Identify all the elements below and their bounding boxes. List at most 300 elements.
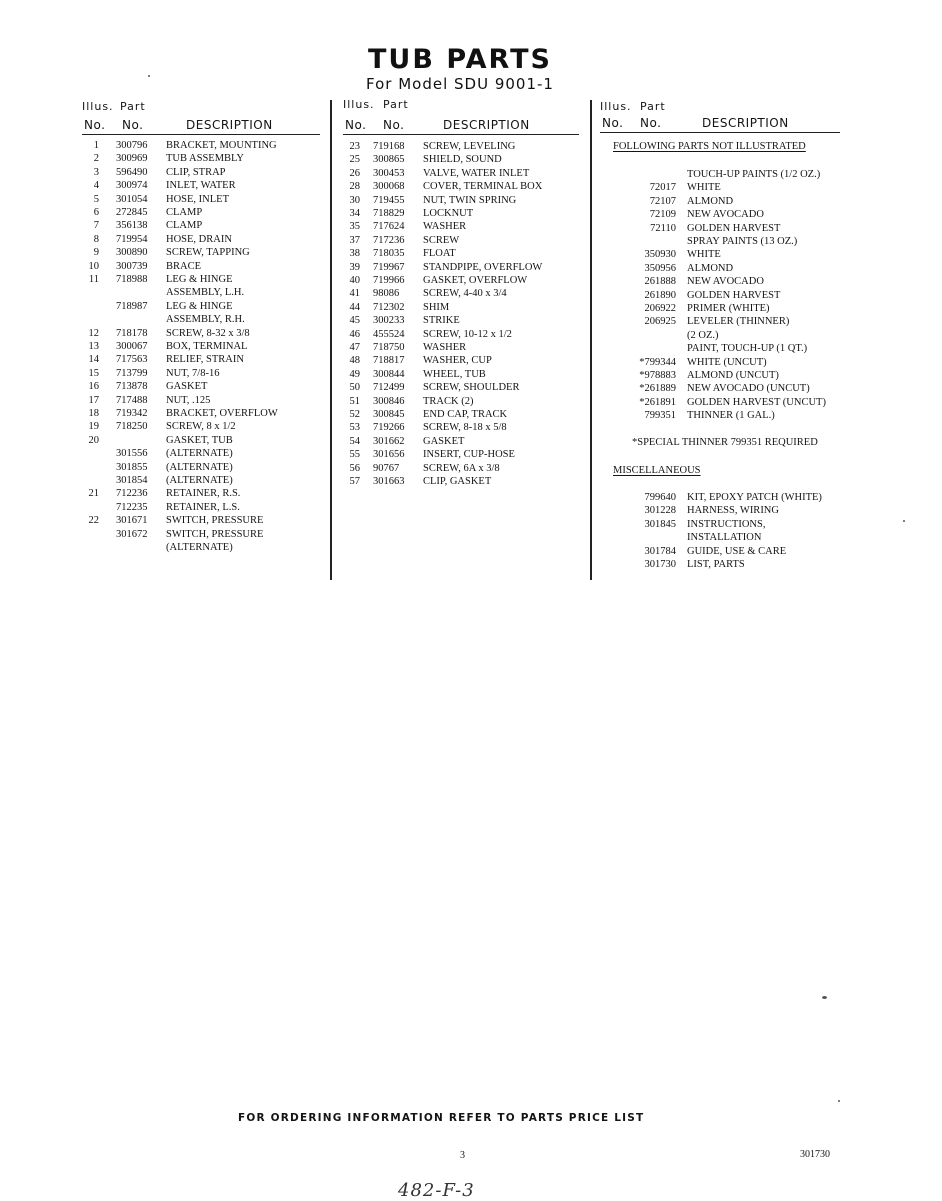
parts-row bbox=[343, 328, 593, 341]
part-label: Part bbox=[640, 100, 666, 113]
parts-row bbox=[600, 168, 850, 181]
part-description: SCREW, 4-40 x 3/4 bbox=[423, 288, 507, 300]
parts-row bbox=[343, 314, 593, 327]
ordering-notice: FOR ORDERING INFORMATION REFER TO PARTS PRICE LIST bbox=[238, 1112, 645, 1124]
part-number: 718035 bbox=[373, 248, 405, 260]
part-number: 301730 bbox=[644, 559, 676, 570]
illus-label: Illus. bbox=[82, 100, 114, 113]
parts-row bbox=[600, 289, 850, 302]
part-label: Part bbox=[383, 98, 409, 111]
part-number: 72109 bbox=[649, 209, 676, 221]
parts-row bbox=[600, 504, 850, 517]
parts-row bbox=[82, 219, 332, 232]
part-description: GOLDEN HARVEST bbox=[687, 289, 781, 301]
parts-row bbox=[82, 501, 332, 514]
part-description: (2 OZ.) bbox=[687, 329, 719, 341]
illus-number: 15 bbox=[88, 367, 99, 379]
part-description: LEG & HINGE bbox=[166, 300, 233, 312]
illus-number: 51 bbox=[349, 395, 360, 407]
part-number: 300974 bbox=[116, 180, 148, 192]
part-description: INSTRUCTIONS, bbox=[687, 518, 766, 530]
part-number: *261889 bbox=[639, 383, 676, 395]
illus-number: 44 bbox=[349, 301, 360, 313]
part-description: GASKET bbox=[423, 435, 465, 447]
part-number: 301662 bbox=[373, 435, 405, 447]
parts-row bbox=[600, 248, 850, 261]
illus-number: 35 bbox=[349, 221, 360, 233]
part-description: (ALTERNATE) bbox=[166, 542, 233, 553]
part-description: HOSE, INLET bbox=[166, 193, 229, 205]
illus-number: 14 bbox=[88, 354, 99, 366]
parts-row bbox=[600, 369, 850, 382]
parts-column-1 bbox=[82, 0, 322, 1200]
parts-row bbox=[82, 327, 332, 340]
part-number: 301228 bbox=[644, 505, 676, 517]
parts-row bbox=[600, 275, 850, 288]
parts-row bbox=[82, 528, 332, 541]
part-number: 301054 bbox=[116, 193, 148, 205]
part-description: NEW AVOCADO bbox=[687, 276, 764, 288]
column-divider bbox=[330, 100, 332, 580]
part-number: 717563 bbox=[116, 354, 148, 366]
part-description: GASKET bbox=[166, 381, 208, 393]
part-number: 72107 bbox=[649, 195, 676, 207]
part-description: SPRAY PAINTS (13 OZ.) bbox=[687, 236, 798, 247]
illus-number: 34 bbox=[349, 208, 360, 219]
part-description: HOSE, DRAIN bbox=[166, 233, 232, 245]
part-description: LIST, PARTS bbox=[687, 559, 745, 570]
parts-row bbox=[343, 287, 593, 300]
scan-speck bbox=[822, 996, 827, 999]
illus-number: 30 bbox=[349, 194, 360, 206]
part-description: WASHER bbox=[423, 221, 467, 233]
part-number: 455524 bbox=[373, 328, 405, 340]
parts-row bbox=[600, 195, 850, 208]
part-description: NUT, 7/8-16 bbox=[166, 367, 220, 379]
parts-row bbox=[343, 368, 593, 381]
part-description: PRIMER (WHITE) bbox=[687, 303, 770, 314]
part-number: 301784 bbox=[644, 545, 676, 557]
handwritten-annotation: 482-F-3 bbox=[398, 1180, 475, 1201]
part-description: NUT, TWIN SPRING bbox=[423, 194, 517, 206]
parts-row bbox=[82, 260, 332, 273]
part-number: 300844 bbox=[373, 368, 405, 380]
column-divider bbox=[590, 100, 592, 580]
part-description: THINNER (1 GAL.) bbox=[687, 410, 775, 422]
illus-number: 45 bbox=[349, 315, 360, 327]
part-description: COVER, TERMINAL BOX bbox=[423, 181, 543, 193]
illus-number: 17 bbox=[88, 394, 99, 406]
parts-row bbox=[343, 153, 593, 166]
part-number: 301663 bbox=[373, 476, 405, 487]
parts-row bbox=[82, 541, 332, 554]
parts-row bbox=[600, 356, 850, 369]
part-description: SWITCH, PRESSURE bbox=[166, 515, 264, 527]
part-description: NEW AVOCADO bbox=[687, 209, 764, 221]
part-number: 719168 bbox=[373, 141, 405, 152]
part-number: 301671 bbox=[116, 515, 148, 527]
part-description: GOLDEN HARVEST (UNCUT) bbox=[687, 396, 826, 408]
parts-row bbox=[600, 262, 850, 275]
parts-row bbox=[343, 381, 593, 394]
illus-number: 52 bbox=[349, 409, 360, 420]
part-number: 98086 bbox=[373, 288, 400, 300]
parts-row bbox=[600, 409, 850, 422]
part-number: 350930 bbox=[644, 249, 676, 261]
part-description: KIT, EPOXY PATCH (WHITE) bbox=[687, 492, 822, 503]
part-description: TRACK (2) bbox=[423, 395, 474, 407]
part-description: ASSEMBLY, L.H. bbox=[166, 287, 245, 299]
illus-number: 28 bbox=[349, 181, 360, 193]
illus-number: 5 bbox=[93, 193, 99, 205]
part-description: CLAMP bbox=[166, 220, 203, 232]
no-label: No. bbox=[383, 118, 405, 132]
part-number: 712499 bbox=[373, 382, 405, 394]
part-number: 90767 bbox=[373, 462, 400, 474]
parts-row bbox=[343, 341, 593, 354]
part-number: 719954 bbox=[116, 233, 148, 245]
parts-row bbox=[82, 286, 332, 299]
illus-number: 20 bbox=[88, 434, 99, 446]
part-description: SCREW, 6A x 3/8 bbox=[423, 462, 500, 474]
part-number: 300845 bbox=[373, 409, 405, 420]
parts-row bbox=[343, 247, 593, 260]
part-description: BOX, TERMINAL bbox=[166, 341, 248, 352]
parts-row bbox=[600, 315, 850, 328]
illus-number: 8 bbox=[93, 233, 99, 245]
illus-number: 50 bbox=[349, 382, 360, 394]
parts-row bbox=[82, 206, 332, 219]
part-description: ALMOND bbox=[687, 262, 734, 274]
parts-row bbox=[82, 273, 332, 286]
part-number: *799344 bbox=[639, 356, 676, 368]
part-description: BRACKET, MOUNTING bbox=[166, 140, 277, 151]
part-number: 718178 bbox=[116, 327, 148, 339]
parts-row bbox=[600, 396, 850, 409]
no-label: No. bbox=[640, 116, 662, 130]
part-description: TUB ASSEMBLY bbox=[166, 153, 245, 165]
part-number: 301855 bbox=[116, 461, 148, 473]
part-number: 717236 bbox=[373, 234, 405, 246]
part-description: SWITCH, PRESSURE bbox=[166, 528, 264, 540]
part-number: 300846 bbox=[373, 395, 405, 407]
part-description: RETAINER, R.S. bbox=[166, 488, 241, 500]
parts-row bbox=[600, 329, 850, 342]
part-description: SHIM bbox=[423, 301, 450, 313]
part-description: SCREW, 8 x 1/2 bbox=[166, 421, 236, 433]
illus-number: 57 bbox=[349, 476, 360, 487]
part-number: 300233 bbox=[373, 315, 405, 327]
parts-row bbox=[600, 558, 850, 571]
part-description: SCREW, LEVELING bbox=[423, 141, 516, 152]
parts-row bbox=[82, 246, 332, 259]
parts-row bbox=[82, 367, 332, 380]
part-description: LEG & HINGE bbox=[166, 274, 233, 285]
part-description: PAINT, TOUCH-UP (1 QT.) bbox=[687, 343, 808, 355]
parts-row bbox=[82, 139, 332, 152]
illus-label: Illus. bbox=[600, 100, 632, 113]
parts-row bbox=[343, 448, 593, 461]
part-description: (ALTERNATE) bbox=[166, 448, 233, 460]
part-label: Part bbox=[120, 100, 146, 113]
part-number: 301656 bbox=[373, 449, 405, 461]
illus-number: 39 bbox=[349, 261, 360, 273]
part-description: SCREW, 10-12 x 1/2 bbox=[423, 328, 512, 340]
parts-row bbox=[343, 180, 593, 193]
parts-row bbox=[82, 407, 332, 420]
model-subtitle: For Model SDU 9001-1 bbox=[366, 75, 554, 93]
part-number: 301845 bbox=[644, 518, 676, 530]
illus-label: Illus. bbox=[343, 98, 375, 111]
parts-row bbox=[82, 434, 332, 447]
part-number: 718988 bbox=[116, 274, 148, 285]
part-number: 712302 bbox=[373, 301, 405, 313]
part-description: INSERT, CUP-HOSE bbox=[423, 449, 515, 461]
parts-row bbox=[600, 181, 850, 194]
page-number: 3 bbox=[460, 1150, 465, 1161]
part-number: 301854 bbox=[116, 475, 148, 486]
parts-column-2 bbox=[343, 0, 583, 1200]
part-number: 356138 bbox=[116, 220, 148, 232]
parts-row bbox=[343, 354, 593, 367]
parts-row bbox=[82, 380, 332, 393]
parts-row bbox=[82, 447, 332, 460]
parts-row bbox=[343, 395, 593, 408]
parts-row bbox=[343, 408, 593, 421]
part-description: STANDPIPE, OVERFLOW bbox=[423, 261, 543, 273]
part-description: LOCKNUT bbox=[423, 208, 474, 219]
description-label: DESCRIPTION bbox=[443, 118, 530, 132]
illus-number: 23 bbox=[349, 141, 360, 152]
part-number: 712236 bbox=[116, 488, 148, 500]
part-description: SCREW, TAPPING bbox=[166, 247, 250, 259]
part-number: 300796 bbox=[116, 140, 148, 151]
parts-row bbox=[82, 152, 332, 165]
parts-row bbox=[343, 167, 593, 180]
illus-number: 22 bbox=[88, 515, 99, 527]
part-number: 206922 bbox=[644, 303, 676, 314]
part-number: *978883 bbox=[639, 370, 676, 381]
part-description: RELIEF, STRAIN bbox=[166, 354, 244, 366]
section-title-not-illustrated: FOLLOWING PARTS NOT ILLUSTRATED bbox=[613, 141, 806, 152]
parts-row bbox=[82, 340, 332, 353]
part-number: 300453 bbox=[373, 167, 405, 179]
illus-number: 40 bbox=[349, 275, 360, 286]
part-description: (ALTERNATE) bbox=[166, 475, 233, 486]
parts-row bbox=[600, 342, 850, 355]
part-description: CLIP, GASKET bbox=[423, 476, 492, 487]
parts-row bbox=[600, 302, 850, 315]
part-number: 261890 bbox=[644, 289, 676, 301]
part-description: WHITE bbox=[687, 182, 721, 194]
illus-number: 25 bbox=[349, 154, 360, 166]
part-description: ASSEMBLY, R.H. bbox=[166, 314, 245, 326]
part-description: WASHER, CUP bbox=[423, 355, 492, 367]
part-description: NUT, .125 bbox=[166, 394, 211, 406]
part-description: HARNESS, WIRING bbox=[687, 505, 779, 517]
illus-number: 47 bbox=[349, 342, 360, 353]
illus-number: 46 bbox=[349, 328, 360, 340]
part-description: BRACKET, OVERFLOW bbox=[166, 408, 278, 419]
part-description: LEVELER (THINNER) bbox=[687, 316, 790, 328]
part-description: NEW AVOCADO (UNCUT) bbox=[687, 383, 810, 395]
illus-number: 11 bbox=[88, 274, 99, 285]
illus-number: 37 bbox=[349, 234, 360, 246]
part-number: 718250 bbox=[116, 421, 148, 433]
part-description: SCREW, 8-32 x 3/8 bbox=[166, 327, 250, 339]
parts-row bbox=[600, 382, 850, 395]
part-description: TOUCH-UP PAINTS (1/2 OZ.) bbox=[687, 169, 821, 180]
part-description: GASKET, TUB bbox=[166, 434, 233, 446]
part-number: 718750 bbox=[373, 342, 405, 353]
illus-number: 3 bbox=[93, 166, 99, 178]
part-description: GASKET, OVERFLOW bbox=[423, 275, 528, 286]
part-description: INLET, WATER bbox=[166, 180, 236, 192]
part-number: 712235 bbox=[116, 501, 148, 513]
parts-row bbox=[343, 234, 593, 247]
parts-row bbox=[343, 274, 593, 287]
parts-row bbox=[600, 545, 850, 558]
special-thinner-note: *SPECIAL THINNER 799351 REQUIRED bbox=[632, 437, 818, 448]
part-number: *261891 bbox=[639, 396, 676, 408]
no-label: No. bbox=[345, 118, 367, 132]
no-label: No. bbox=[122, 118, 144, 132]
parts-row bbox=[343, 140, 593, 153]
part-description: INSTALLATION bbox=[687, 532, 762, 544]
illus-number: 10 bbox=[88, 260, 99, 272]
part-number: 300969 bbox=[116, 153, 148, 165]
parts-row bbox=[82, 514, 332, 527]
part-number: 717488 bbox=[116, 394, 148, 406]
part-number: 713878 bbox=[116, 381, 148, 393]
illus-number: 48 bbox=[349, 355, 360, 367]
part-number: 719455 bbox=[373, 194, 405, 206]
parts-row bbox=[82, 233, 332, 246]
illus-number: 1 bbox=[93, 140, 99, 151]
illus-number: 41 bbox=[349, 288, 360, 300]
part-description: CLAMP bbox=[166, 207, 203, 218]
parts-row bbox=[600, 531, 850, 544]
parts-row bbox=[82, 353, 332, 366]
illus-number: 54 bbox=[349, 435, 360, 447]
part-number: 72017 bbox=[649, 182, 676, 194]
part-description: GUIDE, USE & CARE bbox=[687, 545, 787, 557]
part-description: WASHER bbox=[423, 342, 467, 353]
parts-row bbox=[82, 487, 332, 500]
parts-row bbox=[600, 518, 850, 531]
parts-row bbox=[82, 474, 332, 487]
part-number: 300890 bbox=[116, 247, 148, 259]
part-description: SCREW, SHOULDER bbox=[423, 382, 520, 394]
part-description: END CAP, TRACK bbox=[423, 409, 508, 420]
part-number: 719966 bbox=[373, 275, 405, 286]
parts-row bbox=[343, 194, 593, 207]
header-rule bbox=[600, 132, 840, 133]
illus-number: 12 bbox=[88, 327, 99, 339]
illus-number: 56 bbox=[349, 462, 360, 474]
part-number: 596490 bbox=[116, 166, 148, 178]
part-number: 300865 bbox=[373, 154, 405, 166]
part-number: 718817 bbox=[373, 355, 405, 367]
scan-speck bbox=[148, 75, 150, 77]
part-description: WHITE (UNCUT) bbox=[687, 356, 767, 368]
illus-number: 18 bbox=[88, 408, 99, 419]
illus-number: 6 bbox=[93, 207, 99, 218]
illus-number: 7 bbox=[93, 220, 99, 232]
part-number: 799640 bbox=[644, 492, 676, 503]
parts-row bbox=[343, 462, 593, 475]
illus-number: 19 bbox=[88, 421, 99, 433]
parts-row bbox=[82, 313, 332, 326]
part-description: ALMOND (UNCUT) bbox=[687, 370, 779, 381]
illus-number: 53 bbox=[349, 422, 360, 434]
part-number: 206925 bbox=[644, 316, 676, 328]
parts-row bbox=[600, 222, 850, 235]
part-description: GOLDEN HARVEST bbox=[687, 222, 781, 234]
part-number: 301556 bbox=[116, 448, 148, 460]
illus-number: 4 bbox=[93, 180, 99, 192]
section-title-miscellaneous: MISCELLANEOUS bbox=[613, 465, 701, 476]
illus-number: 16 bbox=[88, 381, 99, 393]
part-number: 350956 bbox=[644, 262, 676, 274]
parts-row bbox=[343, 475, 593, 488]
part-number: 718829 bbox=[373, 208, 405, 219]
parts-row bbox=[82, 193, 332, 206]
parts-row bbox=[82, 166, 332, 179]
illus-number: 26 bbox=[349, 167, 360, 179]
part-number: 301672 bbox=[116, 528, 148, 540]
parts-row bbox=[82, 300, 332, 313]
part-description: RETAINER, L.S. bbox=[166, 501, 240, 513]
parts-row bbox=[82, 420, 332, 433]
part-number: 300067 bbox=[116, 341, 148, 352]
part-number: 719266 bbox=[373, 422, 405, 434]
part-description: SCREW bbox=[423, 234, 460, 246]
part-number: 718987 bbox=[116, 300, 148, 312]
part-description: WHEEL, TUB bbox=[423, 368, 486, 380]
parts-column-3 bbox=[600, 0, 850, 1200]
parts-row bbox=[82, 179, 332, 192]
parts-row bbox=[600, 491, 850, 504]
parts-row bbox=[343, 207, 593, 220]
part-number: 300068 bbox=[373, 181, 405, 193]
part-number: 719967 bbox=[373, 261, 405, 273]
illus-number: 9 bbox=[93, 247, 99, 259]
no-label: No. bbox=[84, 118, 106, 132]
parts-row bbox=[343, 421, 593, 434]
part-number: 261888 bbox=[644, 276, 676, 288]
part-description: CLIP, STRAP bbox=[166, 166, 226, 178]
parts-row bbox=[343, 220, 593, 233]
scan-speck bbox=[903, 520, 905, 522]
illus-number: 2 bbox=[93, 153, 99, 165]
part-description: SCREW, 8-18 x 5/8 bbox=[423, 422, 507, 434]
no-label: No. bbox=[602, 116, 624, 130]
parts-row bbox=[343, 435, 593, 448]
part-description: ALMOND bbox=[687, 195, 734, 207]
part-number: 799351 bbox=[644, 410, 676, 422]
description-label: DESCRIPTION bbox=[186, 118, 273, 132]
part-description: FLOAT bbox=[423, 248, 456, 260]
parts-row bbox=[600, 235, 850, 248]
part-number: 717624 bbox=[373, 221, 405, 233]
illus-number: 49 bbox=[349, 368, 360, 380]
parts-row bbox=[343, 261, 593, 274]
header-rule bbox=[343, 134, 579, 135]
part-description: (ALTERNATE) bbox=[166, 461, 233, 473]
part-number: 272845 bbox=[116, 207, 148, 218]
illus-number: 21 bbox=[88, 488, 99, 500]
